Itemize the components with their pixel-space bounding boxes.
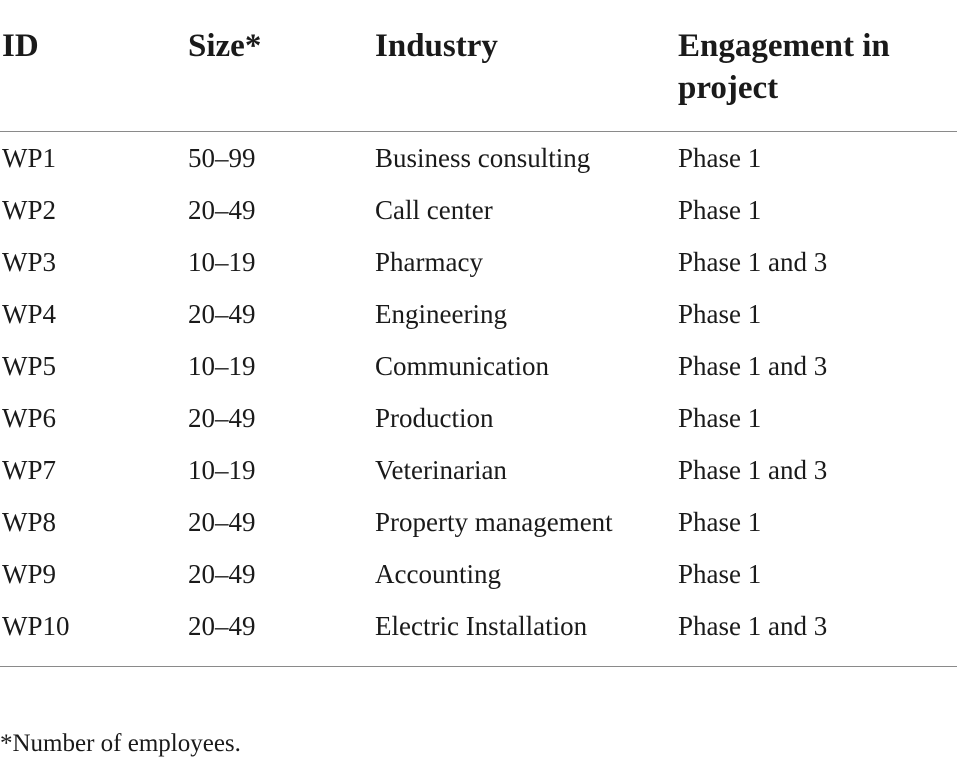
table-row [0,496,957,548]
cell-engagement: Phase 1 [678,559,762,589]
cell-engagement: Phase 1 [678,507,762,537]
cell-industry: Communication [375,351,549,381]
header-engagement: Engagement in project [676,0,957,132]
table-row [0,548,957,600]
cell-size: 20–49 [188,559,256,589]
cell-size: 20–49 [188,403,256,433]
cell-industry: Accounting [375,559,501,589]
cell-engagement: Phase 1 and 3 [678,351,828,381]
cell-id: WP4 [2,299,56,329]
cell-industry: Pharmacy [375,247,483,277]
cell-industry: Property management [375,507,613,537]
cell-size: 10–19 [188,351,256,381]
cell-id: WP5 [2,351,56,381]
table-header [0,0,957,132]
cell-id: WP1 [2,143,56,173]
cell-id: WP6 [2,403,56,433]
header-row [0,0,957,132]
cell-id: WP3 [2,247,56,277]
table-row [0,288,957,340]
cell-industry: Veterinarian [375,455,507,485]
header-industry: Industry [373,0,676,132]
cell-industry: Business consulting [375,143,591,173]
header-id: ID [0,0,186,132]
cell-id: WP10 [2,611,70,641]
cell-engagement: Phase 1 [678,195,762,225]
cell-engagement: Phase 1 [678,143,762,173]
cell-size: 50–99 [188,143,256,173]
cell-size: 20–49 [188,299,256,329]
header-size: Size* [186,0,373,132]
cell-size: 20–49 [188,611,256,641]
table-row [0,600,957,652]
cell-engagement: Phase 1 and 3 [678,247,828,277]
cell-engagement: Phase 1 [678,299,762,329]
cell-industry: Electric Installation [375,611,588,641]
cell-industry: Production [375,403,494,433]
table-bottom-rule [0,666,957,667]
cell-id: WP8 [2,507,56,537]
cell-engagement: Phase 1 and 3 [678,455,828,485]
table-row [0,444,957,496]
table-row [0,184,957,236]
table-row [0,340,957,392]
cell-size: 20–49 [188,195,256,225]
cell-size: 10–19 [188,247,256,277]
cell-id: WP2 [2,195,56,225]
table-row [0,132,957,185]
table-footnote: *Number of employees. [0,730,241,757]
table-row [0,236,957,288]
table-row [0,392,957,444]
cell-industry: Call center [375,195,493,225]
cell-size: 20–49 [188,507,256,537]
cell-engagement: Phase 1 and 3 [678,611,828,641]
cell-id: WP7 [2,455,56,485]
cell-engagement: Phase 1 [678,403,762,433]
cell-industry: Engineering [375,299,507,329]
table-body [0,132,957,653]
cell-id: WP9 [2,559,56,589]
cell-size: 10–19 [188,455,256,485]
